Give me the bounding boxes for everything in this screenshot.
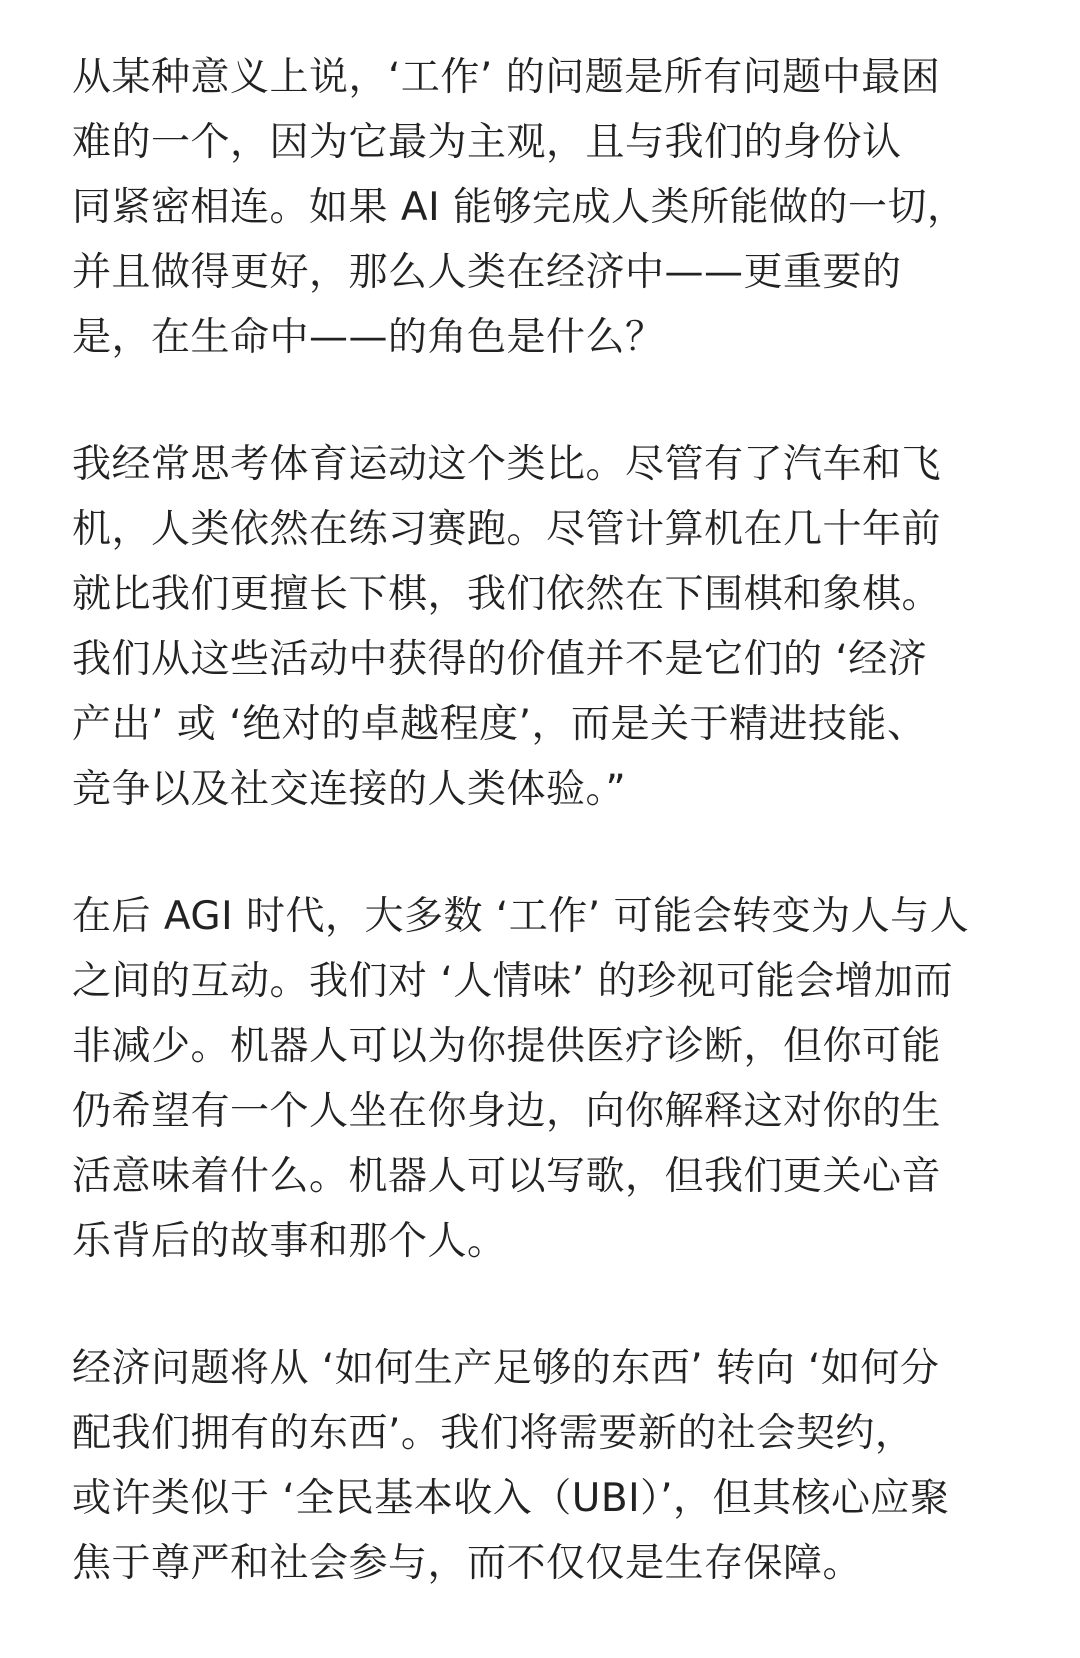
text-line: 之间的互动。我们对 ‘人情味’ 的珍视可能会增加而 <box>72 959 954 1004</box>
text-line: 乐背后的故事和那个人。 <box>72 1219 507 1264</box>
text-line: 产出’ 或 ‘绝对的卓越程度’，而是关于精进技能、 <box>72 702 927 747</box>
text-line: 机，人类依然在练习赛跑。尽管计算机在几十年前 <box>72 507 942 552</box>
text-line: 非减少。机器人可以为你提供医疗诊断，但你可能 <box>72 1024 942 1069</box>
text-line: 难的一个，因为它最为主观，且与我们的身份认 <box>72 120 902 165</box>
text-line: 在后 AGI 时代，大多数 ‘工作’ 可能会转变为人与人 <box>72 894 970 939</box>
text-line: 焦于尊严和社会参与，而不仅仅是生存保障。 <box>72 1541 863 1586</box>
text-line: 从某种意义上说，‘工作’ 的问题是所有问题中最困 <box>72 55 941 100</box>
text-line: 仍希望有一个人坐在你身边，向你解释这对你的生 <box>72 1089 942 1134</box>
article-body <box>72 45 1012 1658</box>
text-line: 或许类似于 ‘全民基本收入（UBI）’，但其核心应聚 <box>72 1476 950 1521</box>
text-line: 活意味着什么。机器人可以写歌，但我们更关心音 <box>72 1154 942 1199</box>
text-line: 竞争以及社交连接的人类体验。” <box>72 767 627 812</box>
text-line: 是，在生命中——的角色是什么？ <box>72 315 665 360</box>
text-line: 并且做得更好，那么人类在经济中——更重要的 <box>72 250 902 295</box>
paragraph-4 <box>72 1336 1012 1596</box>
paragraph-2 <box>72 432 1012 822</box>
text-line: 经济问题将从 ‘如何生产足够的东西’ 转向 ‘如何分 <box>72 1346 940 1391</box>
paragraph-3 <box>72 884 1012 1274</box>
text-line: 就比我们更擅长下棋，我们依然在下围棋和象棋。 <box>72 572 942 617</box>
text-line: 同紧密相连。如果 AI 能够完成人类所能做的一切， <box>72 185 967 230</box>
text-line: 我们从这些活动中获得的价值并不是它们的 ‘经济 <box>72 637 928 682</box>
paragraph-1 <box>72 45 1012 370</box>
text-line: 配我们拥有的东西’。我们将需要新的社会契约， <box>72 1411 915 1456</box>
text-line: 我经常思考体育运动这个类比。尽管有了汽车和飞 <box>72 442 942 487</box>
